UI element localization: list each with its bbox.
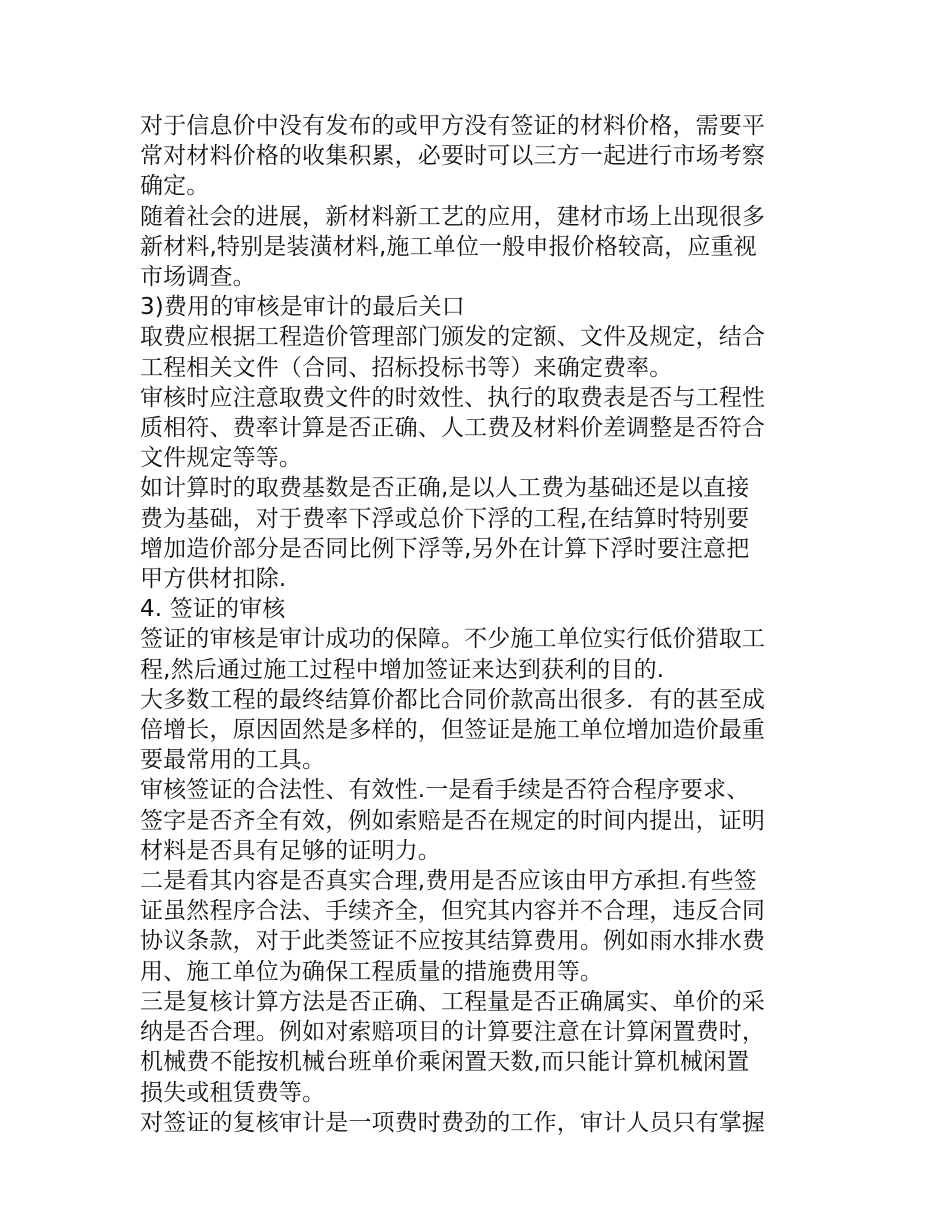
text-line: 质相符、费率计算是否正确、人工费及材料价差调整是否符合 — [140, 415, 766, 442]
text-line: 对签证的复核审计是一项费时费劲的工作，审计人员只有掌握 — [140, 1109, 766, 1136]
text-line: 新材料,特别是装潢材料,施工单位一般申报价格较高，应重视 — [140, 233, 757, 260]
text-line: 要最常用的工具。 — [140, 747, 326, 774]
text-line: 协议条款，对于此类签证不应按其结算费用。例如雨水排水费 — [140, 928, 766, 955]
text-line: 二是看其内容是否真实合理,费用是否应该由甲方承担.有些签 — [140, 868, 757, 895]
paragraph — [140, 383, 820, 474]
text-line: 市场调查。 — [140, 264, 256, 291]
paragraph — [140, 866, 820, 987]
paragraph — [140, 987, 820, 1108]
paragraph — [140, 685, 820, 776]
text-line: 证虽然程序合法、手续齐全，但究其内容并不合理，违反合同 — [140, 898, 766, 925]
paragraph — [140, 473, 820, 594]
text-line: 材料是否具有足够的证明力。 — [140, 837, 441, 864]
text-line: 甲方供材扣除. — [140, 566, 287, 593]
text-line: 常对材料价格的收集积累，必要时可以三方一起进行市场考察 — [140, 143, 766, 170]
text-line: 随着社会的进展，新材料新工艺的应用，建材市场上出现很多 — [140, 203, 766, 230]
text-line: 确定。 — [140, 173, 210, 200]
text-line: 纳是否合理。例如对索赔项目的计算要注意在计算闲置费时， — [140, 1019, 766, 1046]
text-line: 如计算时的取费基数是否正确,是以人工费为基础还是以直接 — [140, 475, 750, 502]
text-line: 工程相关文件（合同、招标投标书等）来确定费率。 — [140, 354, 673, 381]
text-line: 审核时应注意取费文件的时效性、执行的取费表是否与工程性 — [140, 384, 766, 411]
text-line: 三是复核计算方法是否正确、工程量是否正确属实、单价的采 — [140, 988, 766, 1015]
text-line: 3)费用的审核是审计的最后关口 — [140, 294, 465, 321]
paragraph — [140, 624, 820, 684]
section-heading — [140, 292, 820, 322]
text-line: 审核签证的合法性、有效性.一是看手续是否符合程序要求、 — [140, 777, 750, 804]
paragraph — [140, 1108, 820, 1138]
paragraph — [140, 202, 820, 293]
text-line: 损失或租赁费等。 — [140, 1079, 326, 1106]
text-line: 文件规定等等。 — [140, 445, 303, 472]
text-line: 签字是否齐全有效，例如索赔是否在规定的时间内提出，证明 — [140, 807, 766, 834]
text-line: 大多数工程的最终结算价都比合同价款高出很多．有的甚至成 — [140, 686, 766, 713]
text-line: 倍增长，原因固然是多样的，但签证是施工单位增加造价最重 — [140, 717, 766, 744]
text-line: 机械费不能按机械台班单价乘闲置天数,而只能计算机械闲置 — [140, 1049, 750, 1076]
text-line: 费为基础，对于费率下浮或总价下浮的工程,在结算时特别要 — [140, 505, 750, 532]
text-line: 签证的审核是审计成功的保障。不少施工单位实行低价猎取工 — [140, 626, 766, 653]
text-line: 4. 签证的审核 — [140, 596, 286, 623]
paragraph — [140, 111, 820, 202]
text-line: 取费应根据工程造价管理部门颁发的定额、文件及规定，结合 — [140, 324, 766, 351]
paragraph — [140, 322, 820, 382]
text-line: 增加造价部分是否同比例下浮等,另外在计算下浮时要注意把 — [140, 535, 750, 562]
paragraph — [140, 775, 820, 866]
text-line: 用、施工单位为确保工程质量的措施费用等。 — [140, 958, 603, 985]
document-body — [140, 111, 820, 1138]
text-line: 对于信息价中没有发布的或甲方没有签证的材料价格，需要平 — [140, 113, 766, 139]
text-line: 程,然后通过施工过程中增加签证来达到获利的目的. — [140, 656, 665, 683]
section-heading — [140, 594, 820, 624]
